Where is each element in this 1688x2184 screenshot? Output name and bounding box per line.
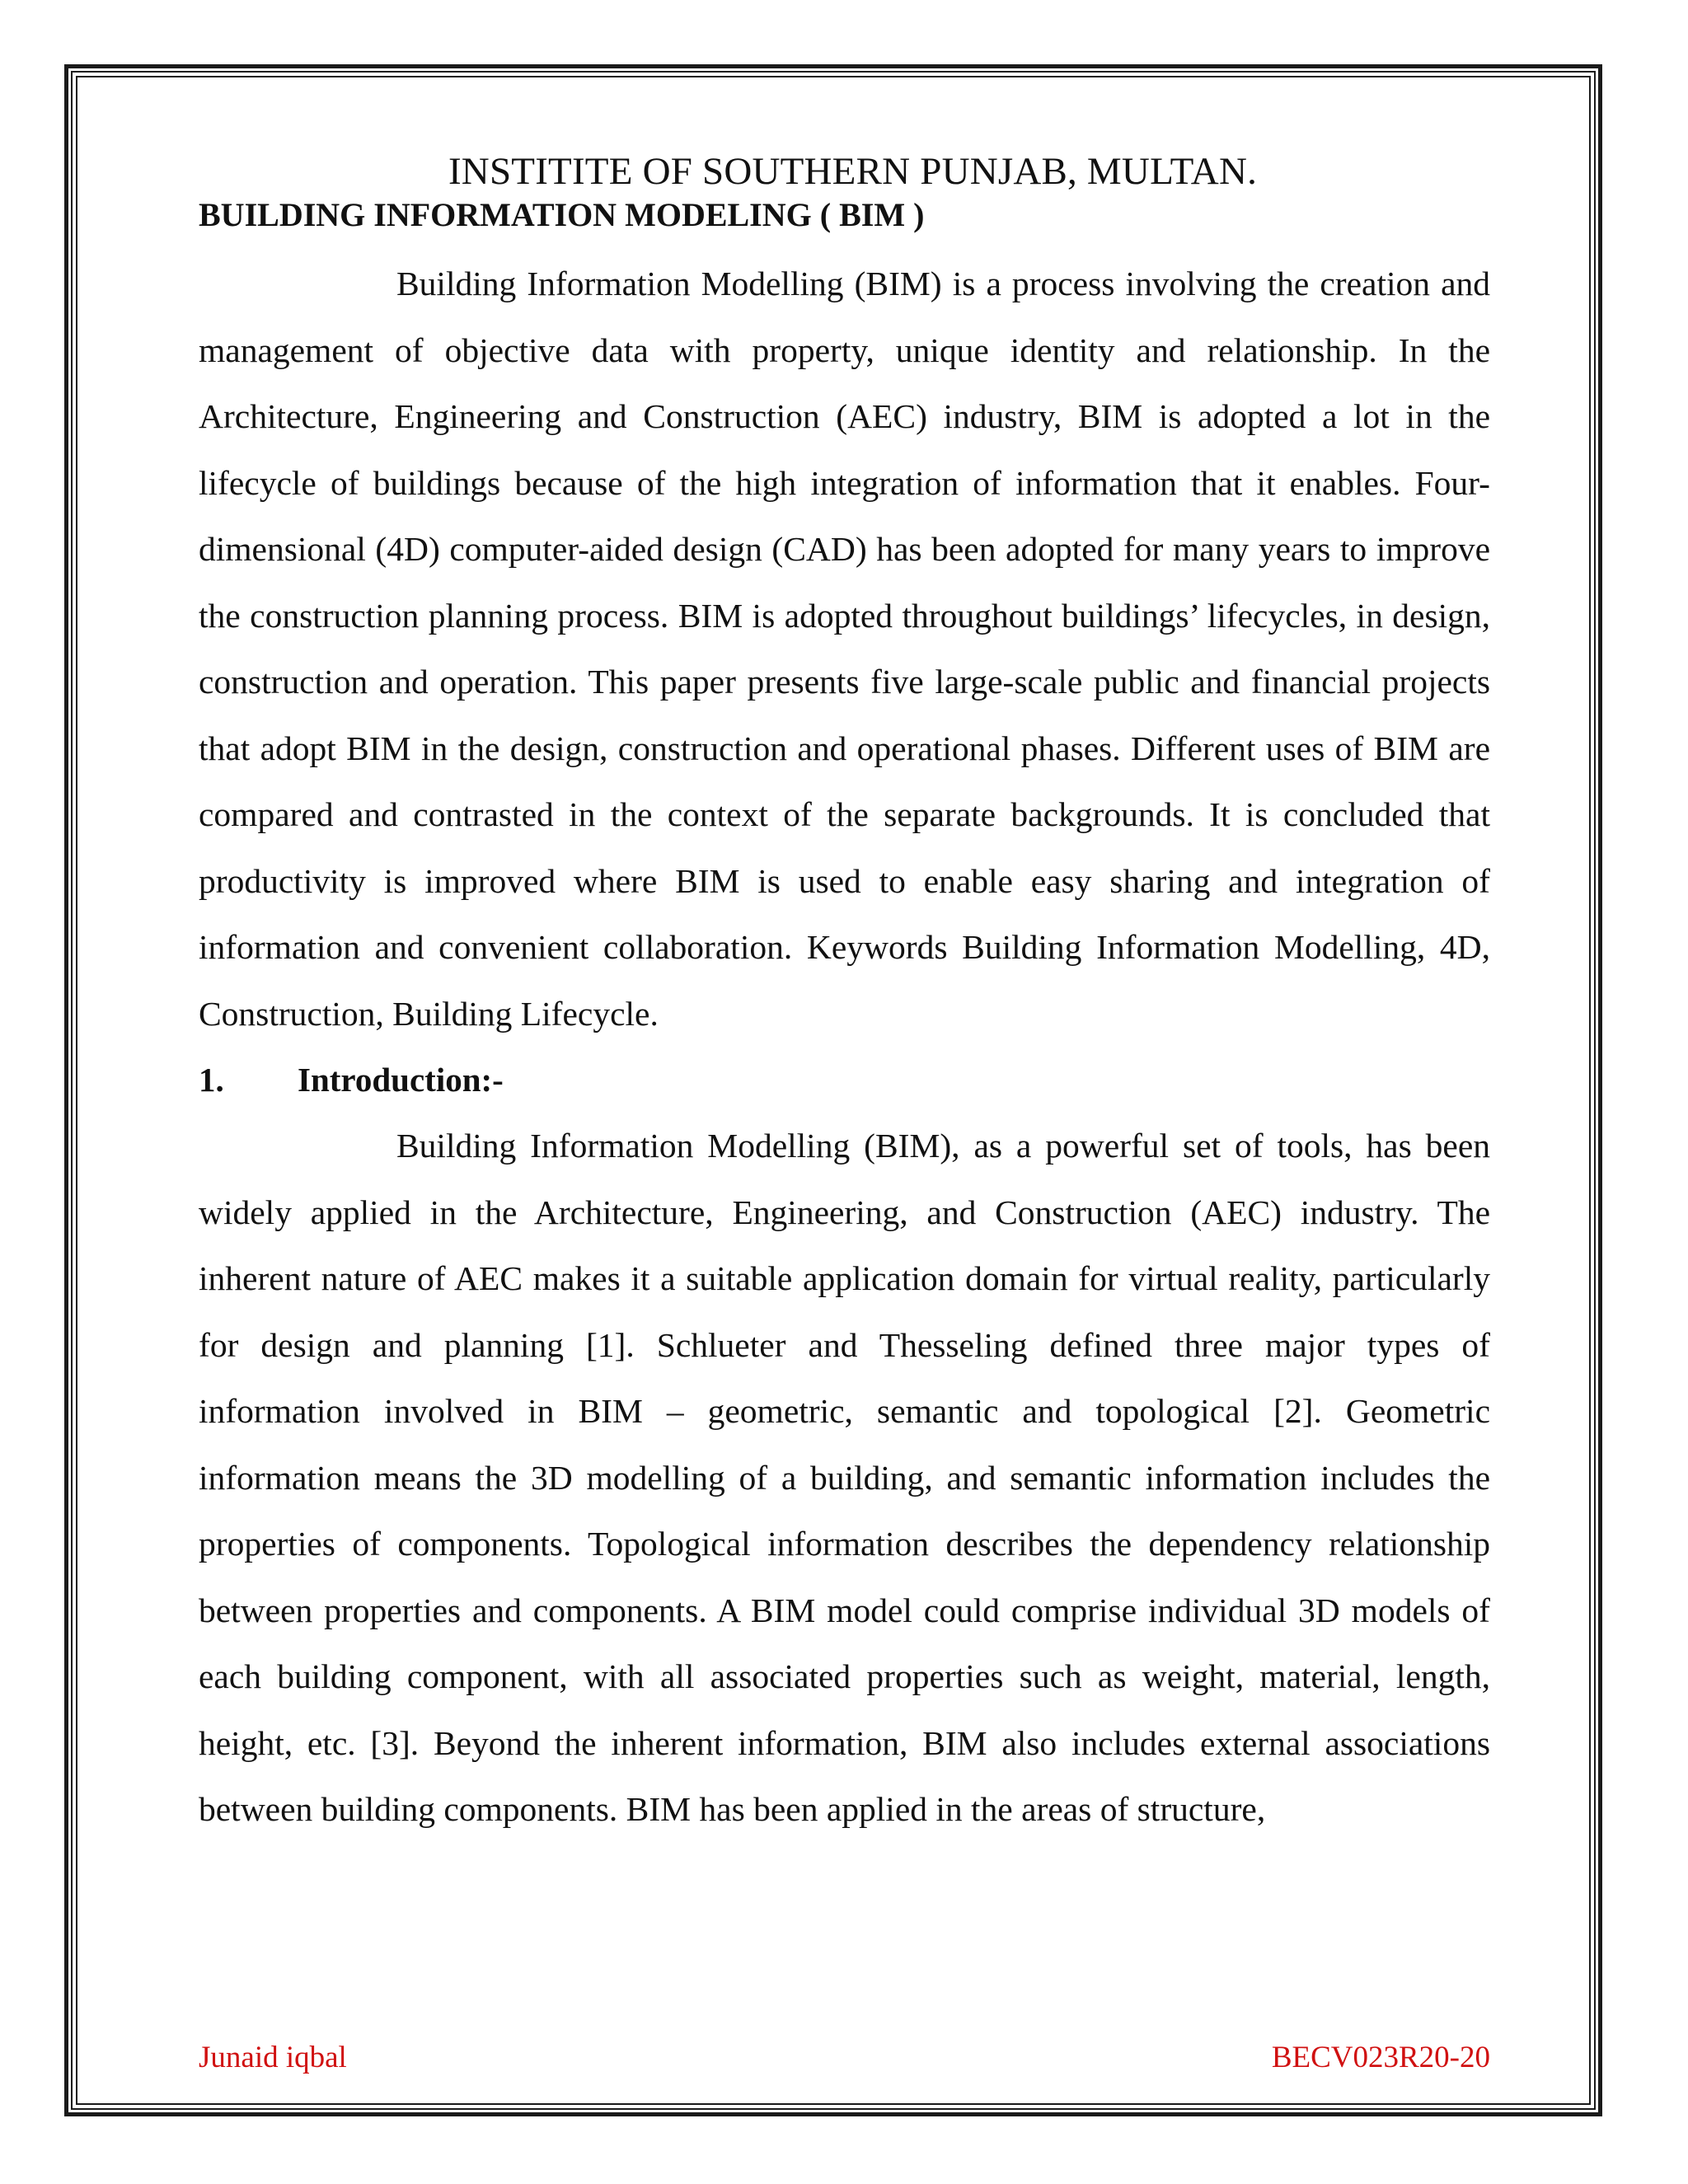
institute-title: INSTITITE OF SOUTHERN PUNJAB, MULTAN. [448,150,1258,193]
page-content [199,148,1490,1843]
section-heading-introduction [199,1047,1490,1113]
abstract-paragraph [199,251,1490,1047]
document-title: BUILDING INFORMATION MODELING ( BIM ) [199,196,925,233]
introduction-paragraph [199,1113,1490,1843]
footer-author: Junaid iqbal [199,2041,347,2074]
abstract-text: Building Information Modelling (BIM) is a process involving the creation and management of objective data with property, unique identity and relationship. In the Architecture, Engineering and Construction (AEC) industry, BIM is adopted a lot in the lifecycle of buildings because of the high integration of information that it enables. Four-dimensional (4D) computer-aided design (CAD) has been adopted for many years to improve the construction planning process. BIM is adopted throughout buildings’ lifecycles, in design, construction and operation. This paper presents five large-scale public and financial projects that adopt BIM in the design, construction and operational phases. Different uses of BIM are compared and contrasted in the context of the separate backgrounds. It is concluded that productivity is improved where BIM is used to enable easy sharing and integration of information and convenient collaboration. Keywords Building Information Modelling, 4D, Construction, Building Lifecycle. [199,265,1490,1033]
footer-code: BECV023R20-20 [1271,2041,1490,2074]
introduction-text: Building Information Modelling (BIM), as a powerful set of tools, has been widely applied in the Architecture, Engineering, and Construction (AEC) industry. The inherent nature of AEC makes it a suitable application domain for virtual reality, particularly for design and planning [1]. Schlueter and Thesseling defined three major types of information involved in BIM – geometric, semantic and topological [2]. Geometric information means the 3D modelling of a building, and semantic information includes the properties of components. Topological information describes the dependency relationship between properties and components. A BIM model could comprise individual 3D models of each building component, with all associated properties such as weight, material, length, height, etc. [3]. Beyond the inherent information, BIM also includes external associations between building components. BIM has been applied in the areas of structure, [199,1127,1490,1828]
section-title: Introduction:- [298,1061,504,1099]
section-number: 1. [199,1061,224,1099]
